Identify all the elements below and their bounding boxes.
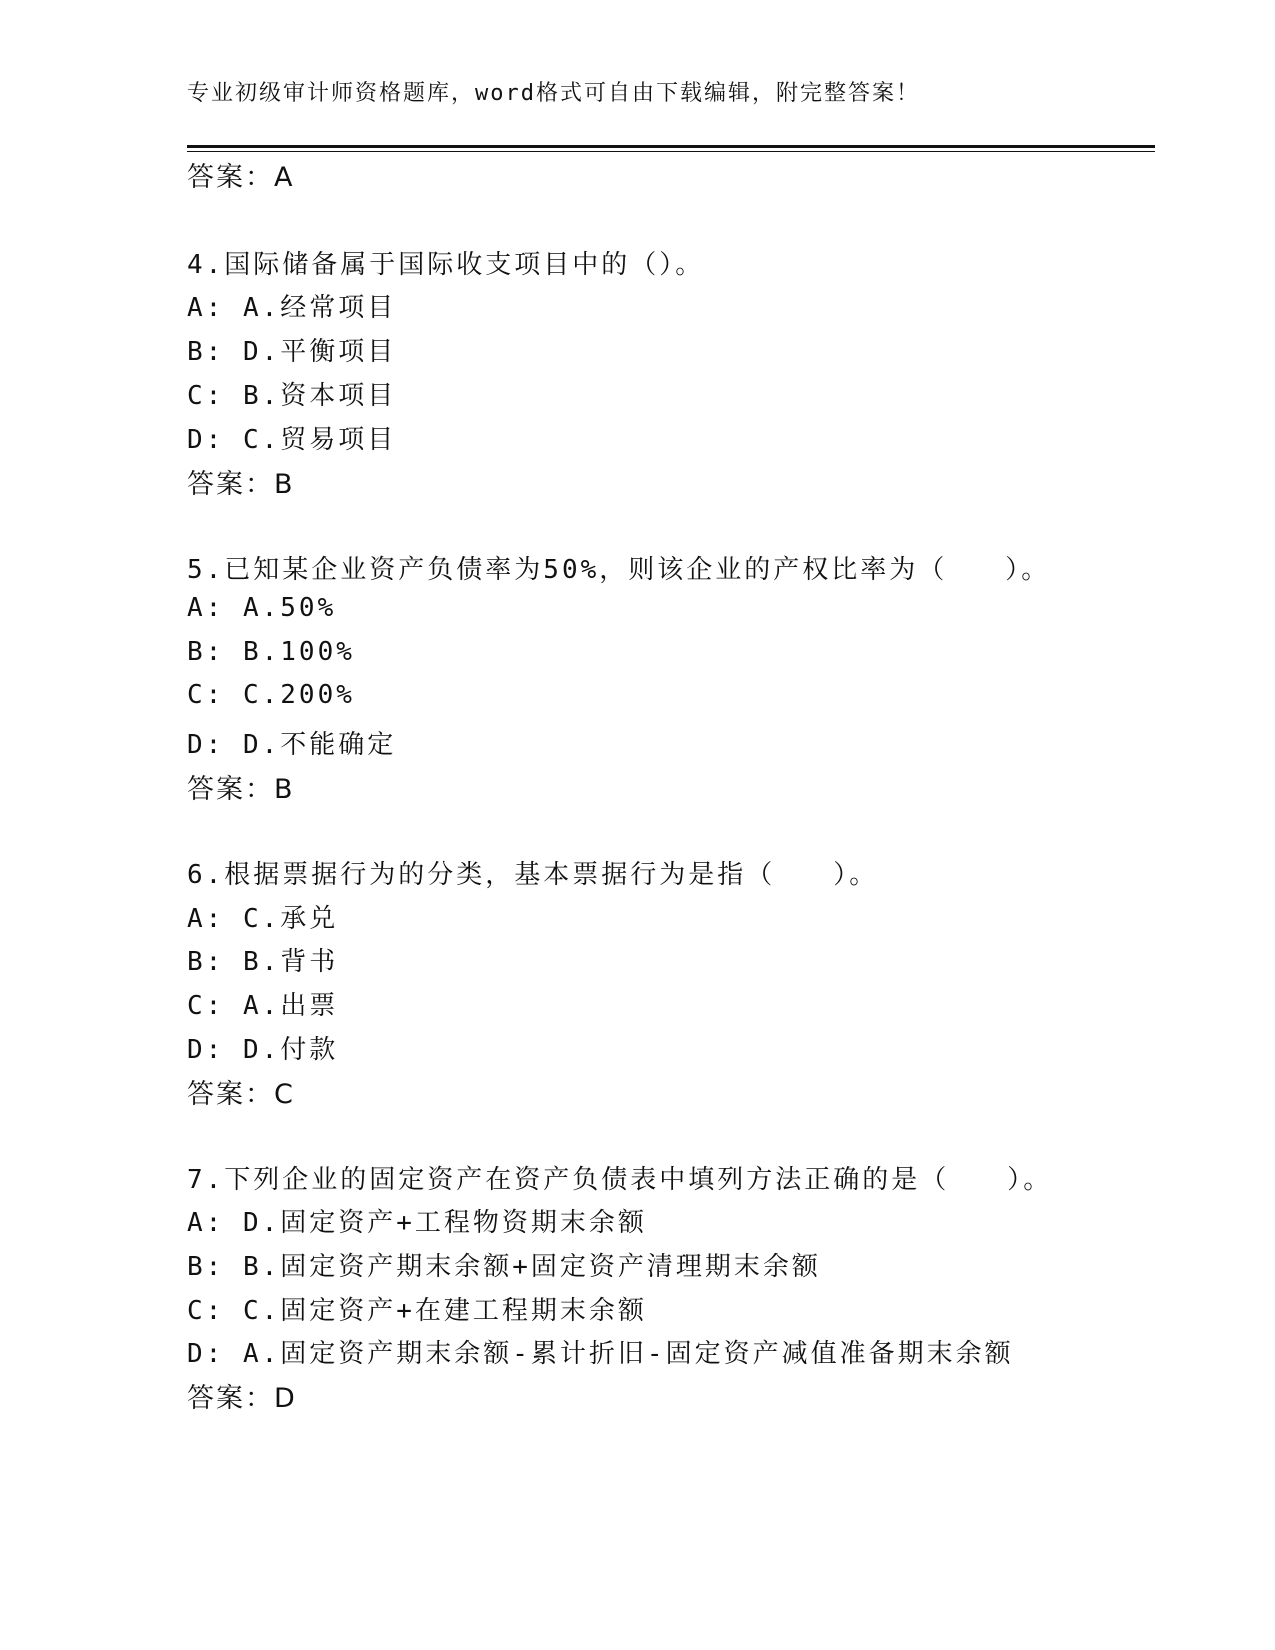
question-7-option-d: D: A.固定资产期末余额-累计折旧-固定资产减值准备期末余额 (187, 1339, 1014, 1369)
answer-q3: 答案：A (187, 162, 295, 193)
question-5-option-b: B: B.100% (187, 637, 355, 667)
question-5-option-c: C: C.200% (187, 680, 355, 710)
question-4-option-d: D: C.贸易项目 (187, 425, 397, 455)
question-4-option-a: A: A.经常项目 (187, 293, 397, 323)
question-7-option-b: B: B.固定资产期末余额+固定资产清理期末余额 (187, 1252, 821, 1282)
question-7-option-a: A: D.固定资产+工程物资期末余额 (187, 1208, 647, 1238)
question-7-text: 7.下列企业的固定资产在资产负债表中填列方法正确的是（ ）。 (187, 1165, 1053, 1195)
question-4-option-c: C: B.资本项目 (187, 381, 397, 411)
header-divider (187, 145, 1155, 148)
question-6-option-c: C: A.出票 (187, 991, 339, 1021)
question-4-answer: 答案：B (187, 469, 295, 500)
question-6-text: 6.根据票据行为的分类，基本票据行为是指（ ）。 (187, 860, 879, 890)
question-5-answer: 答案：B (187, 774, 295, 805)
question-4-option-b: B: D.平衡项目 (187, 337, 397, 367)
page-header-text: 专业初级审计师资格题库，word格式可自由下载编辑，附完整答案！ (187, 81, 920, 106)
question-4-text: 4.国际储备属于国际收支项目中的（）。 (187, 250, 705, 280)
question-7-option-c: C: C.固定资产+在建工程期末余额 (187, 1296, 647, 1326)
header-divider-thin (187, 151, 1155, 152)
question-5-option-a: A: A.50% (187, 593, 337, 623)
question-7-answer: 答案：D (187, 1383, 297, 1414)
question-6-option-d: D: D.付款 (187, 1035, 339, 1065)
question-5-option-d: D: D.不能确定 (187, 730, 397, 760)
question-5-text: 5.已知某企业资产负债率为50%，则该企业的产权比率为（ ）。 (187, 555, 1051, 585)
question-6-option-a: A: C.承兑 (187, 904, 339, 934)
question-6-answer: 答案：C (187, 1079, 295, 1110)
question-6-option-b: B: B.背书 (187, 947, 339, 977)
